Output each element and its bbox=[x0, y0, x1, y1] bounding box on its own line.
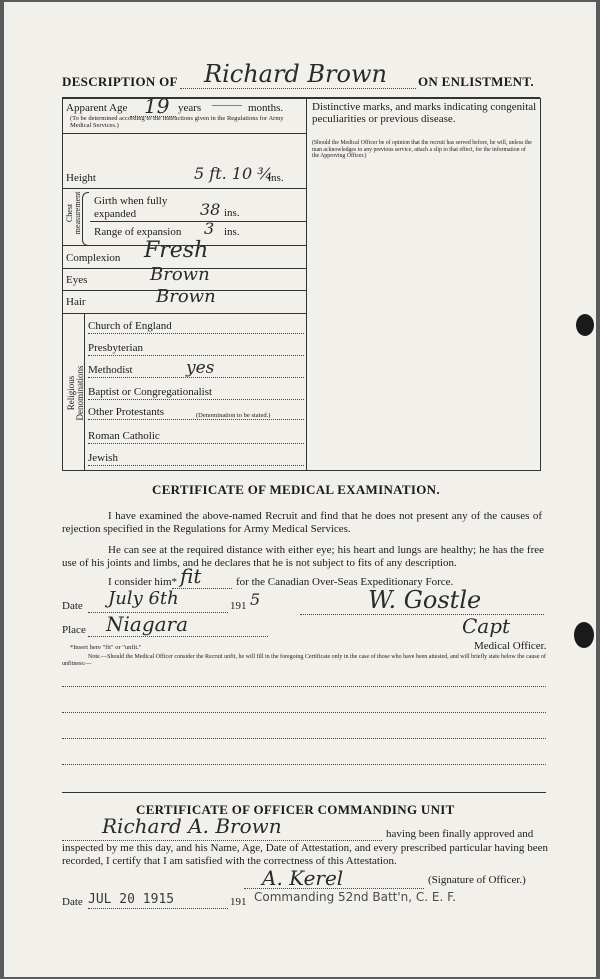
complexion-value: Fresh bbox=[144, 238, 209, 263]
eyes-label: Eyes bbox=[66, 274, 88, 286]
commanding-para: inspected by me this day, and his Name, Age, Date of Attestation, and every prescribed particular having been recorded, I certify that I am satisfied with the correctness of this Attestation. bbox=[62, 842, 548, 867]
medical-year-value: 5 bbox=[250, 590, 261, 609]
consider-dots bbox=[172, 588, 232, 589]
medical-signature-rank: Capt bbox=[462, 614, 511, 638]
header-on-enlistment: ON ENLISTMENT. bbox=[418, 74, 534, 89]
medical-place-dots bbox=[88, 636, 268, 637]
unfit-cause-line-3 bbox=[62, 738, 546, 739]
age-months-value: ——— bbox=[212, 100, 242, 111]
header-rule bbox=[62, 97, 540, 99]
attestation-sheet bbox=[4, 2, 596, 977]
table-mid-border bbox=[306, 98, 307, 470]
religion-dotted-line bbox=[88, 443, 304, 444]
religion-other-note: (Denomination to be stated.) bbox=[196, 412, 271, 419]
commanding-date-dots bbox=[88, 908, 228, 909]
hair-rule bbox=[62, 313, 306, 314]
medical-place-label: Place bbox=[62, 624, 86, 636]
commanding-signature-label: (Signature of Officer.) bbox=[428, 874, 526, 886]
punch-hole-top bbox=[576, 314, 594, 336]
commanding-stamp: Commanding 52nd Batt'n, C. E. F. bbox=[254, 890, 456, 904]
medical-place-value: Niagara bbox=[106, 612, 189, 636]
age-years-value: 19 bbox=[144, 94, 170, 118]
chest-group-text: Chest measurement bbox=[65, 191, 82, 235]
chest-girth-label: Girth when fully expanded bbox=[94, 195, 168, 220]
medical-para2: He can see at the required distance with either eye; his heart and lungs are healthy; he has the free use of his joints and limbs, and he declares that he is not subject to fits of any description. bbox=[62, 544, 544, 569]
age-row-rule bbox=[62, 133, 306, 134]
medical-date-label: Date bbox=[62, 600, 83, 612]
chest-brace bbox=[82, 192, 89, 246]
table-bottom-border bbox=[62, 470, 541, 471]
hair-label: Hair bbox=[66, 296, 86, 308]
religion-label: Presbyterian bbox=[88, 342, 143, 354]
age-label: Apparent Age bbox=[66, 102, 128, 114]
religion-group-text: Religious Denominations bbox=[66, 365, 85, 421]
commanding-signature: A. Kerel bbox=[262, 866, 344, 890]
eyes-value: Brown bbox=[150, 264, 210, 285]
commanding-title: CERTIFICATE OF OFFICER COMMANDING UNIT bbox=[136, 802, 455, 817]
religion-dotted-line bbox=[88, 465, 304, 466]
unfit-cause-line-2 bbox=[62, 712, 546, 713]
commanding-name-dots bbox=[62, 840, 382, 841]
commanding-year-prefix: 191 bbox=[230, 896, 247, 908]
medical-title: CERTIFICATE OF MEDICAL EXAMINATION. bbox=[152, 482, 440, 497]
commanding-name-value: Richard A. Brown bbox=[102, 814, 282, 838]
religion-label: Baptist or Congregationalist bbox=[88, 386, 213, 398]
religion-dotted-line bbox=[88, 419, 304, 420]
religion-label: Roman Catholic bbox=[88, 430, 160, 442]
complexion-label: Complexion bbox=[66, 252, 121, 264]
religion-group-label bbox=[67, 318, 83, 468]
chest-row-rule bbox=[90, 221, 306, 222]
medical-footnote2: Note.—Should the Medical Officer consider the Recruit unfit, he will fill in the foregoing Certificate only in the case of those who have been attested, and will briefly state below the cause of unfitness:— bbox=[62, 654, 546, 667]
chest-range-unit: ins. bbox=[224, 226, 240, 238]
chest-range-label: Range of expansion bbox=[94, 226, 182, 238]
unfit-cause-line-4 bbox=[62, 764, 546, 765]
medical-signature: W. Gostle bbox=[368, 586, 482, 614]
medical-date-value: July 6th bbox=[108, 588, 179, 609]
age-note: (To be determined according to the instructions given in the Regulations for Army Medical Services.) bbox=[70, 115, 284, 129]
age-years-label: years bbox=[178, 102, 202, 114]
consider-suffix: for the Canadian Over-Seas Expeditionary Force. bbox=[236, 576, 454, 588]
religion-dotted-line bbox=[88, 333, 304, 334]
religion-dotted-line bbox=[88, 399, 304, 400]
height-value: 5 ft. 10 ¾ bbox=[194, 164, 273, 183]
height-row-rule bbox=[62, 188, 306, 189]
marks-note: (Should the Medical Officer be of opinion that the recruit has served before, he will, unless the man acknowledges to any previous service, attach a slip to that effect, for the information of the Approving Officer.) bbox=[312, 140, 532, 159]
religion-value: yes bbox=[186, 358, 215, 378]
medical-para1: I have examined the above-named Recruit and find that he does not present any of the causes of rejection specified in the Regulations for Army Medical Services. bbox=[62, 510, 542, 535]
religion-label: Methodist bbox=[88, 364, 133, 376]
religion-label: Jewish bbox=[88, 452, 118, 464]
medical-footnote1: *Insert here "fit" or "unfit." bbox=[70, 644, 142, 651]
commanding-text-tail: having been finally approved and bbox=[386, 828, 534, 840]
religion-label: Church of England bbox=[88, 320, 172, 332]
chest-girth-value: 38 bbox=[200, 200, 221, 219]
chest-range-value: 3 bbox=[204, 219, 215, 238]
chest-girth-unit: ins. bbox=[224, 207, 240, 219]
punch-hole-middle bbox=[574, 622, 594, 648]
medical-officer-label: Medical Officer. bbox=[474, 640, 547, 652]
marks-heading: Distinctive marks, and marks indicating congenital peculiarities or previous disease. bbox=[312, 101, 537, 125]
height-unit: ins. bbox=[268, 172, 284, 184]
consider-value: fit bbox=[180, 564, 202, 588]
header-description-of: DESCRIPTION OF bbox=[62, 74, 178, 89]
commanding-signature-dots bbox=[244, 888, 424, 889]
name-dotted-line bbox=[180, 88, 416, 89]
commanding-rule bbox=[62, 792, 546, 793]
religion-dotted-line bbox=[88, 355, 304, 356]
hair-value: Brown bbox=[156, 286, 216, 307]
table-left-border bbox=[62, 98, 63, 470]
height-label: Height bbox=[66, 172, 96, 184]
commanding-date-value: JUL 20 1915 bbox=[88, 892, 175, 907]
unfit-cause-line-1 bbox=[62, 686, 546, 687]
religion-label: Other Protestants bbox=[88, 406, 165, 418]
commanding-date-label: Date bbox=[62, 896, 83, 908]
consider-prefix: I consider him* bbox=[108, 576, 178, 588]
medical-year-prefix: 191 bbox=[230, 600, 247, 612]
age-months-label: months. bbox=[248, 102, 284, 114]
recruit-name: Richard Brown bbox=[204, 60, 387, 88]
table-right-border bbox=[540, 98, 541, 470]
